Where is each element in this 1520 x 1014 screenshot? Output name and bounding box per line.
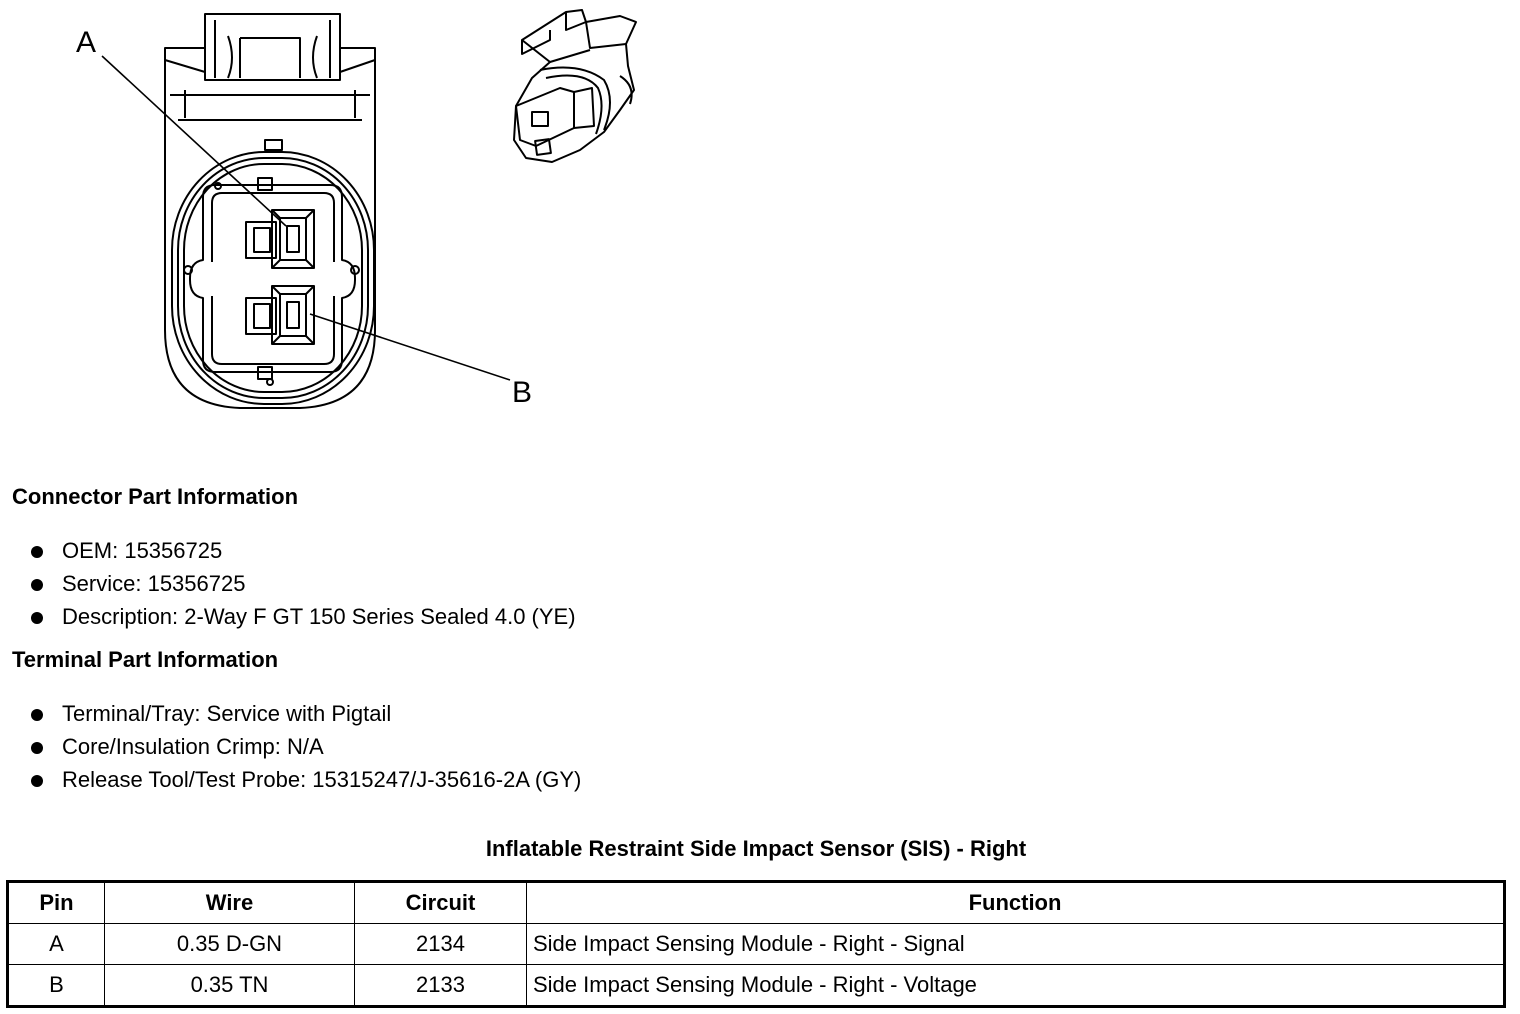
cell-function: Side Impact Sensing Module - Right - Voltage	[527, 965, 1505, 1007]
terminal-info-heading: Terminal Part Information	[12, 647, 279, 672]
bullet-icon	[31, 546, 43, 558]
callout-a: A	[76, 26, 97, 59]
header-function: Function	[527, 882, 1505, 924]
connector-drawing	[0, 0, 1520, 440]
cell-function: Side Impact Sensing Module - Right - Signal	[527, 924, 1505, 965]
terminal-info-list	[30, 700, 581, 799]
header-pin: Pin	[8, 882, 105, 924]
list-item: Core/Insulation Crimp: N/A	[30, 733, 581, 766]
list-item: Terminal/Tray: Service with Pigtail	[30, 700, 581, 733]
cell-pin: B	[8, 965, 105, 1007]
callout-b: B	[512, 376, 533, 409]
cavity-b	[246, 286, 314, 344]
bullet-icon	[31, 579, 43, 591]
cell-pin: A	[8, 924, 105, 965]
table-row	[8, 924, 1505, 965]
header-circuit: Circuit	[355, 882, 527, 924]
table-row	[8, 965, 1505, 1007]
connector-info-list	[30, 537, 576, 636]
list-item: Service: 15356725	[30, 570, 576, 603]
list-item: Release Tool/Test Probe: 15315247/J-35616-2A (GY)	[30, 766, 581, 799]
bullet-icon	[31, 742, 43, 754]
bullet-icon	[31, 709, 43, 721]
cell-wire: 0.35 D-GN	[105, 924, 355, 965]
leader-line-a	[102, 56, 286, 226]
leader-line-b	[310, 314, 510, 380]
bullet-icon	[31, 775, 43, 787]
cell-circuit: 2134	[355, 924, 527, 965]
table-title: Inflatable Restraint Side Impact Sensor (SIS) - Right	[485, 836, 1027, 861]
connector-info-heading: Connector Part Information	[12, 484, 299, 509]
cell-wire: 0.35 TN	[105, 965, 355, 1007]
connector-illustration	[0, 0, 1520, 440]
connector-iso-view	[514, 10, 636, 162]
pinout-table	[6, 880, 1506, 1008]
bullet-icon	[31, 612, 43, 624]
list-item: OEM: 15356725	[30, 537, 576, 570]
cell-circuit: 2133	[355, 965, 527, 1007]
cavity-a	[246, 210, 314, 268]
list-item: Description: 2-Way F GT 150 Series Sealed 4.0 (YE)	[30, 603, 576, 636]
header-wire: Wire	[105, 882, 355, 924]
table-header-row	[8, 882, 1505, 924]
